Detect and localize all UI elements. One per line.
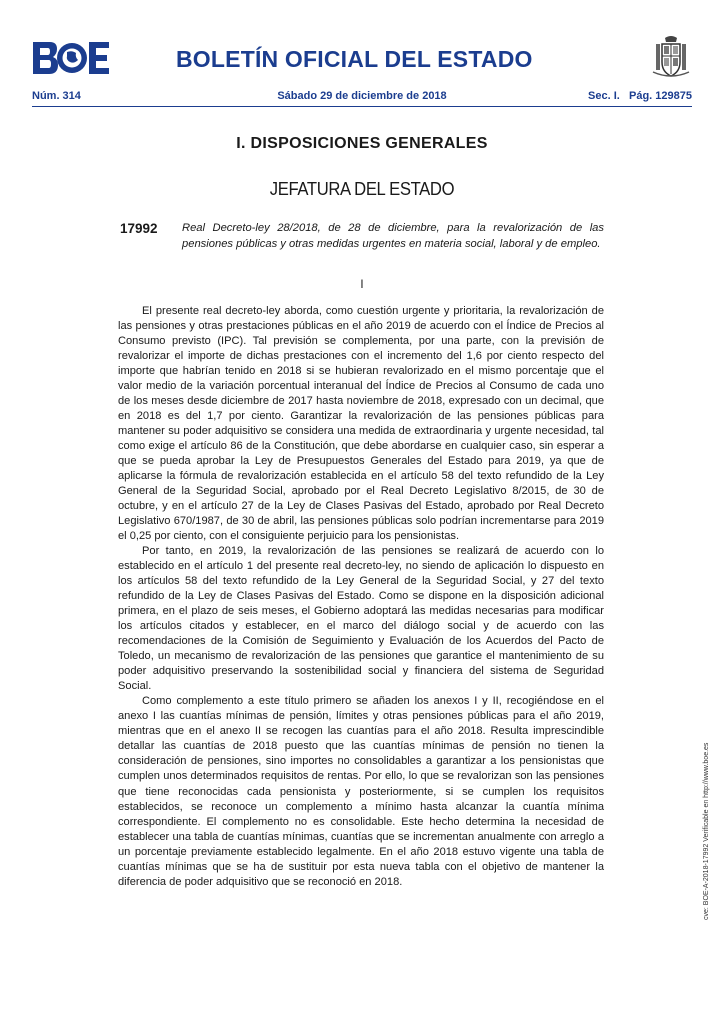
gazette-title: BOLETÍN OFICIAL DEL ESTADO <box>176 46 533 72</box>
section-title: I. DISPOSICIONES GENERALES <box>236 135 488 152</box>
paragraph: El presente real decreto-ley aborda, como cuestión urgente y prioritaria, la revalorización de las pensiones y otras prestaciones públicas en el año 2019 de acuerdo con el Índice de Precios al Consumo previsto (IPC). Tal previsión se complementa, por una parte, con la previsión de revalorizar el importe de dichas prestaciones con el incremento del 1,6 por ciento respecto del importe que habrían tenido en 2018 si se hubieran revalorizado en el mismo porcentaje que el valor medio de la variación porcentual interanual del Índice de Precios al Consumo de cada uno de los meses desde diciembre de 2017 hasta noviembre de 2018, expresado con un decimal, que en 2018 es del 1,7 por ciento. Garantizar la revalorización de las pensiones públicas para mantener su poder adquisitivo se considera una medida de extraordinaria y urgente necesidad, tal como exige el artículo 86 de la Constitución, que debe abordarse en cualquier caso, sin esperar a que se pueda aprobar la Ley de Presupuestos Generales del Estado para 2019, ya que de aplicarse la fórmula de revalorización establecida en el artículo 58 del texto refundido de la Ley General de la Seguridad Social, aprobado por el Real Decreto Legislativo 8/2015, de 30 de octubre, y en el artículo 27 de la Ley de Clases Pasivas del Estado, aprobado por Real Decreto Legislativo 670/1987, de 30 de abril, las pensiones públicas solo podrían incrementarse para 2019 el 0,25 por ciento, con el consiguiente perjuicio para los pensionistas. <box>118 305 604 543</box>
paragraph: Por tanto, en 2019, la revalorización de las pensiones se realizará de acuerdo con lo establecido en el artículo 1 del presente real decreto-ley, no siendo de aplicación lo dispuesto en los artículos 58 del texto refundido de la Ley General de la Seguridad Social, y 27 del texto refundido de la Ley de Clases Pasivas del Estado. Como se dispone en la disposición adicional primera, en el plazo de seis meses, el Gobierno adoptará las medidas necesarias para modificar los artículos citados y establecer, en el marco del diálogo social y de acuerdo con las recomendaciones de la Comisión de Seguimiento y Evaluación de los Acuerdos del Pacto de Toledo, un mecanismo de revalorización de las pensiones que garantice el mantenimiento de su poder adquisitivo preservando la sostenibilidad social y financiera del sistema de Seguridad Social. <box>118 545 604 693</box>
section-page: Sec. I. Pág. 129875 <box>588 90 692 102</box>
decree-title: Real Decreto-ley 28/2018, de 28 de diciembre, para la revalorización de las pensiones públicas y otras medidas urgentes en materia social, laboral y de empleo. <box>182 222 604 250</box>
organization-title: JEFATURA DEL ESTADO <box>269 178 455 199</box>
issue-date: Sábado 29 de diciembre de 2018 <box>277 90 447 102</box>
boe-logo-icon <box>32 40 110 76</box>
verification-note <box>703 740 715 920</box>
spanish-coat-of-arms-icon <box>650 34 692 80</box>
cve-label[interactable]: cve: BOE-A-2018-17992 Verificable en http://www.boe.es <box>703 742 710 920</box>
decree-number: 17992 <box>120 221 158 236</box>
issue-number: Núm. 314 <box>32 90 81 102</box>
paragraph: Como complemento a este título primero se añaden los anexos I y II, recogiéndose en el anexo I las cuantías mínimas de pensión, límites y otras pensiones públicas para el año 2019, mientras que en el anexo II se recogen las cuantías para el año 2018. Resulta imprescindible detallar las cuantías de 2018 puesto que las cuantías mínimas de pensión no tienen la consideración de pensiones, sino importes no consolidables a garantizar a los pensionistas que cumplen unos determinados requisitos de rentas. Por ello, lo que se revalorizan son las pensiones que tiene reconocidas cada pensionista y posteriormente, si se cumplen los requisitos establecidos, se reconoce un complemento a mínimo hasta alcanzar la cuantía mínima correspondiente. El complemento no es consolidable. Este hecho determina la necesidad de establecer una tabla de cuantías mínimas, cuantías que se incrementan anualmente con arreglo a un porcentaje previamente establecido legalmente. En el año 2018 estuvo vigente una tabla de cuantías mínimas que se ha de sustituir por esta nueva tabla con el objetivo de mantener la diferencia de poder adquisitivo que se reconoció en 2018. <box>118 695 604 888</box>
decree-body <box>118 304 604 890</box>
header-divider <box>32 106 692 107</box>
chapter-heading: I <box>360 279 364 291</box>
issue-meta-bar <box>32 90 692 104</box>
